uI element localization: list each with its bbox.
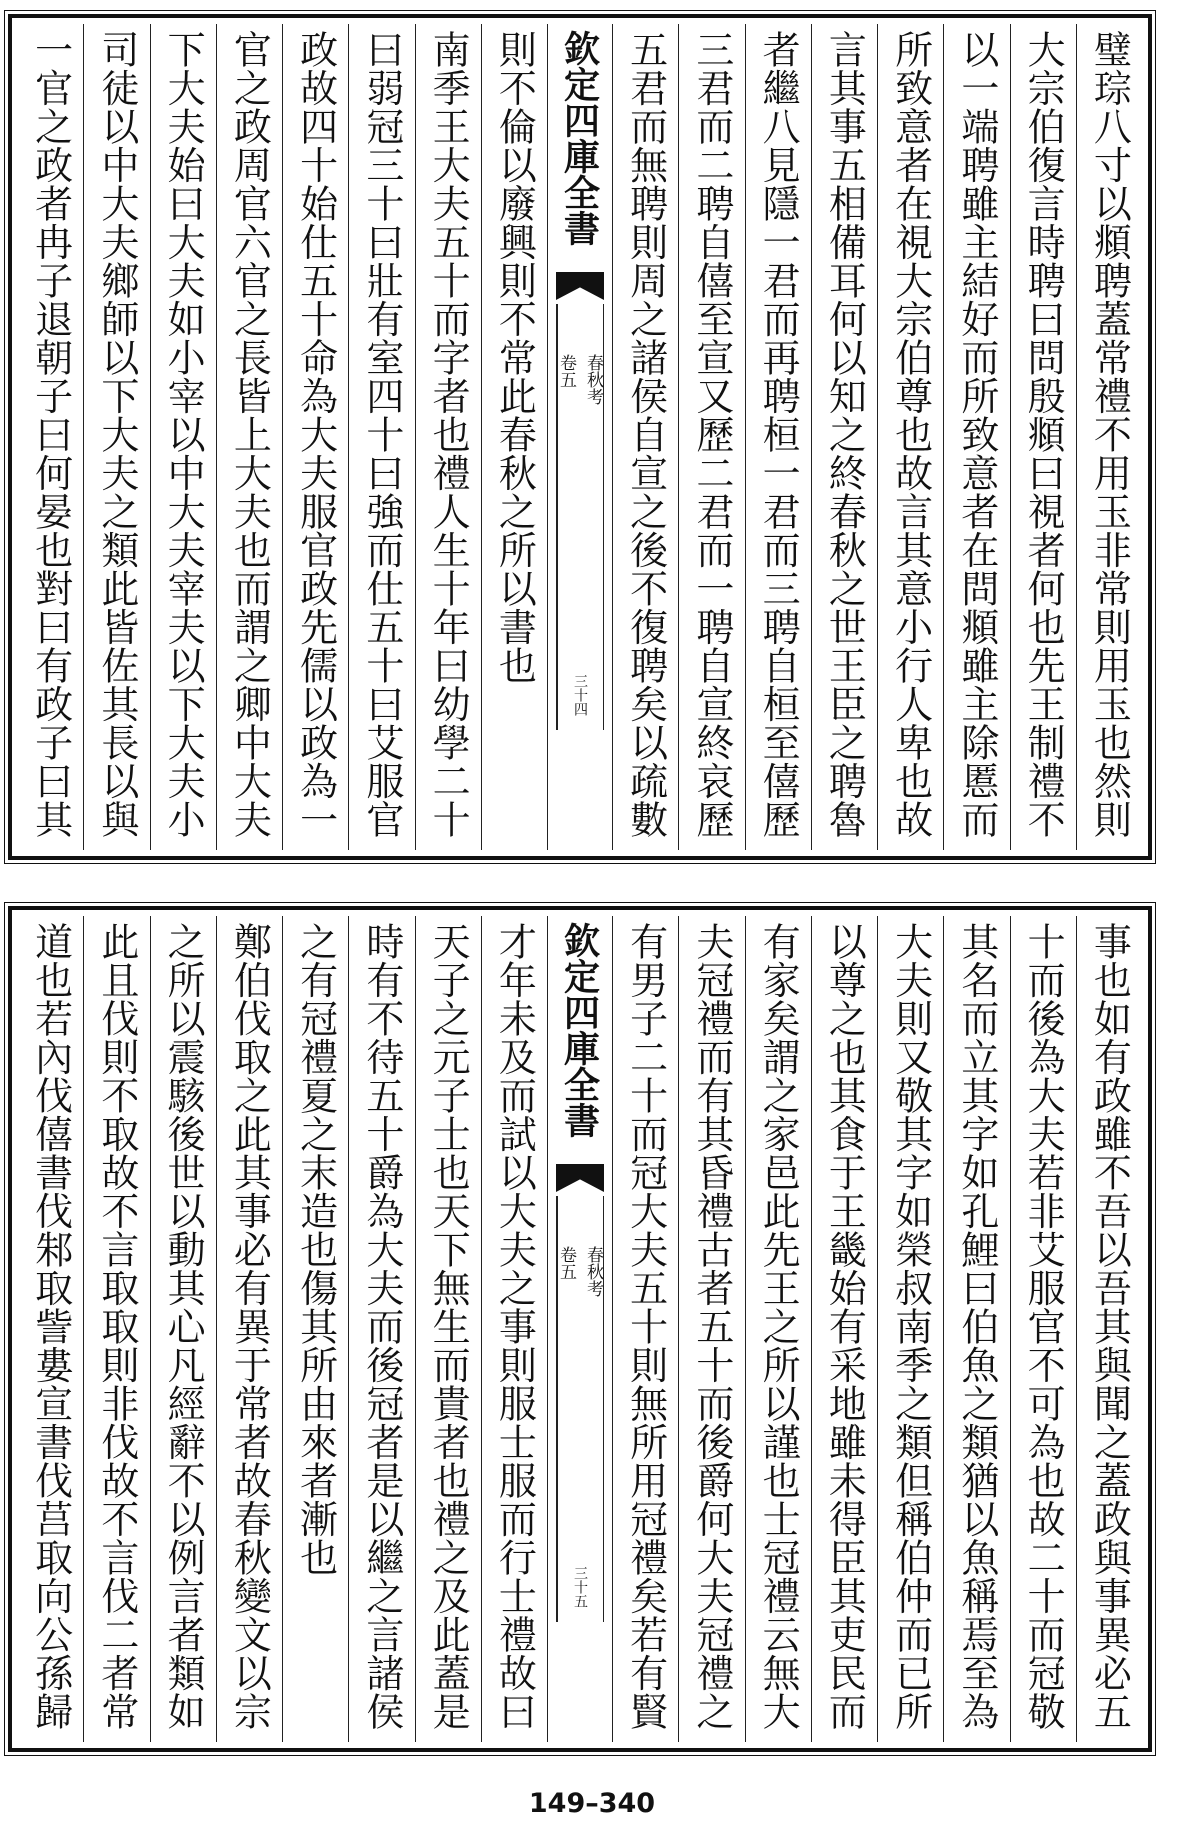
text-column bbox=[1010, 916, 1076, 1742]
text-column bbox=[943, 916, 1009, 1742]
column-text: 司徒以中大夫鄉師以下大夫之類此皆佐其長以與 bbox=[94, 30, 139, 839]
page-number: 149–340 bbox=[528, 1788, 656, 1819]
volume-label: 卷五 bbox=[556, 354, 576, 388]
center-fold-column bbox=[547, 916, 612, 1742]
book-volume-label bbox=[554, 1246, 606, 1297]
column-text: 大夫則又敬其字如榮叔南季之類但稱伯仲而已所 bbox=[888, 922, 933, 1731]
folio-number: 三十五 bbox=[572, 1566, 588, 1608]
fishtail-mark bbox=[556, 272, 604, 300]
column-text: 之有冠禮夏之末造也傷其所由來者漸也 bbox=[293, 922, 338, 1577]
text-columns bbox=[18, 24, 1142, 850]
book-title: 春秋考 bbox=[583, 354, 603, 405]
column-text: 官之政周官六官之長皆上大夫也而謂之卿中大夫 bbox=[227, 30, 272, 839]
column-text: 道也若內伐僖書伐邾取訾婁宣書伐莒取向公孫歸 bbox=[28, 922, 73, 1731]
text-column bbox=[481, 916, 547, 1742]
column-text: 事也如有政雖不吾以吾其與聞之蓋政與事異必五 bbox=[1087, 922, 1132, 1731]
text-column bbox=[745, 24, 811, 850]
column-text: 夫冠禮而有其昏禮古者五十而後爵何大夫冠禮之 bbox=[689, 922, 734, 1731]
column-text: 璧琮八寸以頫聘蓋常禮不用玉非常則用玉也然則 bbox=[1087, 30, 1132, 839]
text-column bbox=[18, 916, 83, 1742]
column-text: 所致意者在視大宗伯尊也故言其意小行人卑也故 bbox=[888, 30, 933, 839]
text-column bbox=[282, 24, 348, 850]
text-column bbox=[481, 24, 547, 850]
text-column bbox=[612, 24, 678, 850]
text-column bbox=[83, 24, 149, 850]
center-fold-column bbox=[547, 24, 612, 850]
text-column bbox=[877, 24, 943, 850]
book-volume-label bbox=[554, 354, 606, 405]
text-column bbox=[348, 916, 414, 1742]
text-columns bbox=[18, 916, 1142, 1742]
column-text: 其名而立其字如孔鯉曰伯魚之類猶以魚稱焉至為 bbox=[954, 922, 999, 1731]
column-text: 下大夫始曰大夫如小宰以中大夫宰夫以下大夫小 bbox=[161, 30, 206, 839]
running-title: 欽定四庫全書 bbox=[558, 922, 601, 1138]
text-column bbox=[150, 916, 216, 1742]
text-column bbox=[282, 916, 348, 1742]
column-text: 此且伐則不取故不言取取則非伐故不言伐二者常 bbox=[94, 922, 139, 1731]
text-column bbox=[1076, 916, 1142, 1742]
text-column bbox=[83, 916, 149, 1742]
column-text: 有家矣謂之家邑此先王之所以謹也士冠禮云無大 bbox=[756, 922, 801, 1731]
upper-half-page bbox=[8, 14, 1152, 860]
column-text: 則不倫以廢興則不常此春秋之所以書也 bbox=[492, 30, 537, 685]
column-text: 鄭伯伐取之此其事必有異于常者故春秋變文以宗 bbox=[227, 922, 272, 1731]
text-column bbox=[150, 24, 216, 850]
text-column bbox=[348, 24, 414, 850]
column-text: 者繼八見隱一君而再聘桓一君而三聘自桓至僖歷 bbox=[756, 30, 801, 839]
text-column bbox=[811, 916, 877, 1742]
fishtail-mark bbox=[556, 1164, 604, 1192]
column-text: 言其事五相備耳何以知之終春秋之世王臣之聘魯 bbox=[822, 30, 867, 839]
column-text: 五君而無聘則周之諸侯自宣之後不復聘矣以疏數 bbox=[623, 30, 668, 839]
text-column bbox=[1076, 24, 1142, 850]
column-text: 南季王大夫五十而字者也禮人生十年曰幼學二十 bbox=[426, 30, 471, 839]
book-title: 春秋考 bbox=[583, 1246, 603, 1297]
column-text: 才年未及而試以大夫之事則服士服而行士禮故曰 bbox=[492, 922, 537, 1731]
text-column bbox=[811, 24, 877, 850]
column-text: 大宗伯復言時聘曰問殷頫曰視者何也先王制禮不 bbox=[1021, 30, 1066, 839]
lower-half-page bbox=[8, 906, 1152, 1752]
text-column bbox=[216, 24, 282, 850]
column-text: 以一端聘雖主結好而所致意者在問頫雖主除慝而 bbox=[954, 30, 999, 839]
text-column bbox=[216, 916, 282, 1742]
column-text: 一官之政者冉子退朝子曰何晏也對曰有政子曰其 bbox=[28, 30, 73, 839]
text-column bbox=[415, 916, 481, 1742]
text-column bbox=[943, 24, 1009, 850]
text-column bbox=[877, 916, 943, 1742]
column-text: 曰弱冠三十曰壯有室四十曰強而仕五十曰艾服官 bbox=[359, 30, 404, 839]
column-text: 天子之元子士也天下無生而貴者也禮之及此蓋是 bbox=[426, 922, 471, 1731]
text-column bbox=[678, 24, 744, 850]
column-text: 以尊之也其食于王畿始有采地雖未得臣其吏民而 bbox=[822, 922, 867, 1731]
column-text: 三君而二聘自僖至宣又歷二君而一聘自宣終哀歷 bbox=[689, 30, 734, 839]
column-text: 政故四十始仕五十命為大夫服官政先儒以政為一 bbox=[293, 30, 338, 839]
column-text: 有男子二十而冠大夫五十則無所用冠禮矣若有賢 bbox=[623, 922, 668, 1731]
column-text: 時有不待五十爵為大夫而後冠者是以繼之言諸侯 bbox=[359, 922, 404, 1731]
running-title: 欽定四庫全書 bbox=[558, 30, 601, 246]
column-text: 十而後為大夫若非艾服官不可為也故二十而冠敬 bbox=[1021, 922, 1066, 1731]
text-column bbox=[1010, 24, 1076, 850]
volume-label: 卷五 bbox=[556, 1246, 576, 1280]
text-column bbox=[678, 916, 744, 1742]
column-text: 之所以震駭後世以動其心凡經辭不以例言者類如 bbox=[161, 922, 206, 1731]
text-column bbox=[612, 916, 678, 1742]
text-column bbox=[415, 24, 481, 850]
folio-number: 三十四 bbox=[572, 674, 588, 716]
text-column bbox=[18, 24, 83, 850]
text-column bbox=[745, 916, 811, 1742]
